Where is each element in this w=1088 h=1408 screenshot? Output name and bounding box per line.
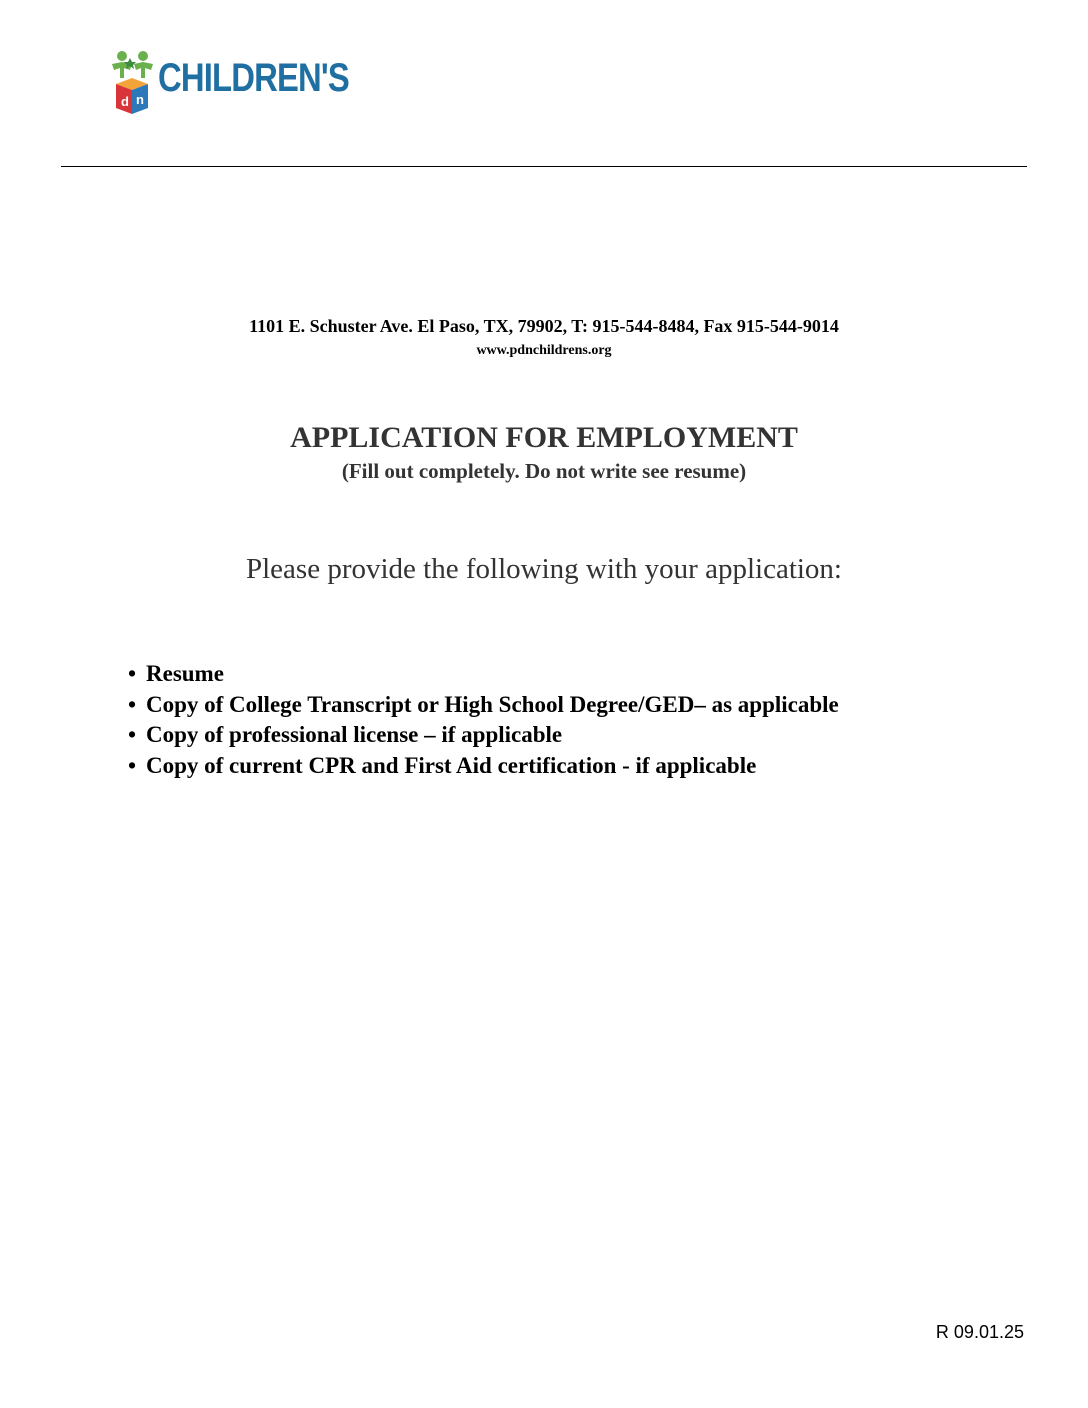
logo-children-blocks-icon <box>110 48 156 118</box>
requirement-item <box>128 751 839 782</box>
revision-label: R 09.01.25 <box>935 1322 1024 1342</box>
website-link: www.pdnchildrens.org <box>476 343 612 358</box>
logo-wordmark: CHILDREN'S <box>158 56 349 100</box>
requirement-item <box>128 690 839 721</box>
requirement-item <box>128 659 839 690</box>
bullet-icon: • <box>128 661 137 686</box>
bullet-icon: • <box>128 752 137 778</box>
bullet-icon: • <box>128 722 137 747</box>
requirement-item <box>128 720 839 751</box>
header-divider <box>61 166 1027 167</box>
svg-text:d: d <box>121 94 129 109</box>
organization-logo <box>110 48 349 118</box>
svg-text:n: n <box>136 92 144 107</box>
address-line: 1101 E. Schuster Ave. El Paso, TX, 79902, T: 915-544-8484, Fax 915-544-9014 <box>249 316 839 336</box>
instruction-text: Please provide the following with your application: <box>246 553 842 585</box>
bullet-icon: • <box>128 691 137 717</box>
form-title: APPLICATION FOR EMPLOYMENT <box>290 421 798 454</box>
requirement-text: Copy of current CPR and First Aid certification - if applicable <box>146 752 757 778</box>
requirement-text: Resume <box>146 661 224 686</box>
form-subtitle: (Fill out completely. Do not write see resume) <box>341 459 747 483</box>
requirement-text: Copy of College Transcript or High School Degree/GED– as applicable <box>146 691 839 717</box>
requirements-list <box>128 659 839 781</box>
requirement-text: Copy of professional license – if applicable <box>146 722 563 747</box>
